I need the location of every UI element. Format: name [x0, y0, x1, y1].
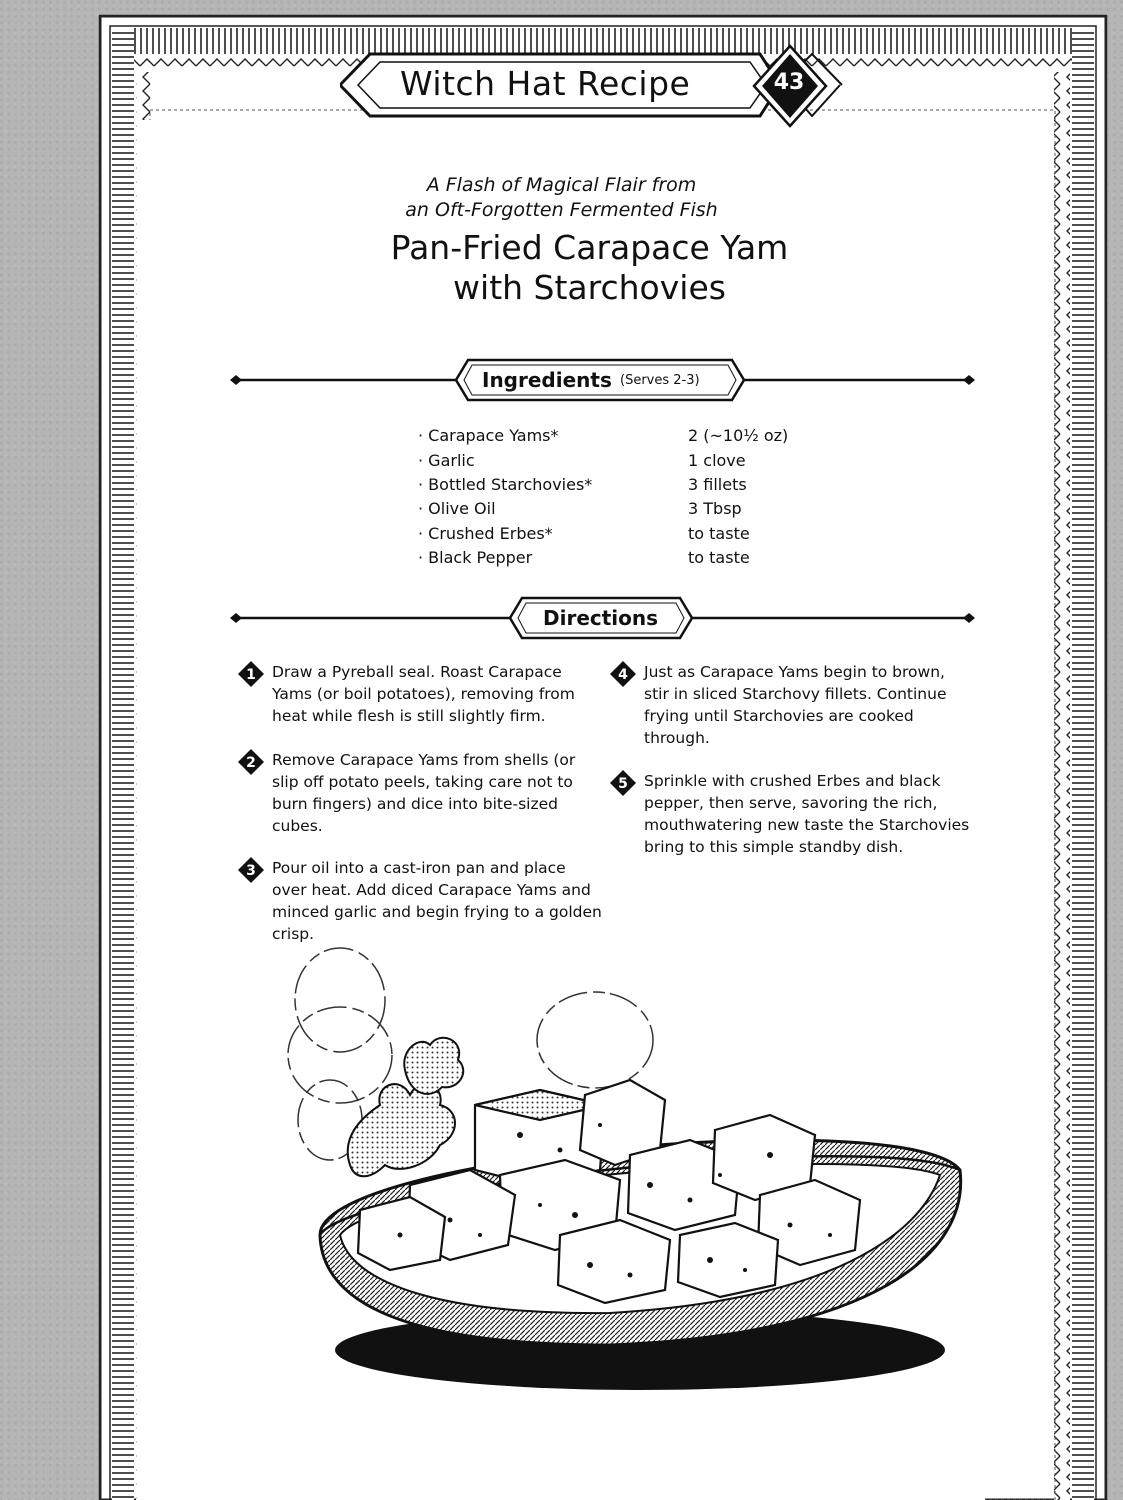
step-number: 4 — [618, 667, 628, 683]
ingredient-quantity: 3 Tbsp — [688, 499, 742, 518]
step-number-badge — [238, 857, 264, 883]
ingredient-row — [418, 426, 818, 450]
step-number: 2 — [246, 755, 256, 771]
step-text: Draw a Pyreball seal. Roast Carapace Yams (or boil potatoes), removing from heat while flesh is still slightly firm. — [272, 663, 575, 725]
recipe-title-line2: with Starchovies — [453, 268, 726, 307]
recipe-subtitle-line1: A Flash of Magical Flair from — [426, 174, 697, 196]
ingredient-row — [418, 475, 818, 499]
ingredient-quantity: 1 clove — [688, 451, 746, 470]
ingredient-name: · Garlic — [418, 451, 475, 470]
herb-garnish-icon — [348, 1038, 464, 1176]
ingredient-name: · Crushed Erbes* — [418, 524, 553, 543]
step-number-badge — [238, 661, 264, 687]
ingredient-quantity: to taste — [688, 548, 750, 567]
step-text: Sprinkle with crushed Erbes and black pepper, then serve, savoring the rich, mouthwatering new taste the Starchovies bring to this simple standby dish. — [644, 772, 970, 856]
ingredient-quantity: 3 fillets — [688, 475, 747, 494]
step-number-badge — [238, 749, 264, 775]
ingredient-name: · Olive Oil — [418, 499, 496, 518]
step-text: Remove Carapace Yams from shells (or slip off potato peels, taking care not to burn fingers) and dice into bite-sized cubes. — [272, 751, 576, 835]
servings-note: (Serves 2-3) — [620, 373, 700, 388]
step-number: 5 — [618, 776, 628, 792]
step-number-badge — [610, 770, 636, 796]
recipe-subtitle-line2: an Oft-Forgotten Fermented Fish — [405, 199, 718, 221]
ingredients-heading: Ingredients — [482, 368, 612, 392]
directions-heading: Directions — [543, 606, 659, 630]
dish-illustration — [270, 935, 970, 1395]
step-number: 3 — [246, 863, 256, 879]
step-number-badge — [610, 661, 636, 687]
ingredient-row — [418, 524, 818, 548]
ingredient-name: · Black Pepper — [418, 548, 533, 567]
step-number: 1 — [246, 667, 256, 683]
ingredient-name: · Bottled Starchovies* — [418, 475, 593, 494]
ingredient-row — [418, 451, 818, 475]
banner-title: Witch Hat Recipe — [400, 64, 691, 103]
step-text: Just as Carapace Yams begin to brown, stir in sliced Starchovy fillets. Continue frying until Starchovies are cooked through. — [644, 663, 947, 747]
ingredient-name: · Carapace Yams* — [418, 426, 559, 445]
recipe-number: 43 — [773, 70, 805, 95]
recipe-title-line1: Pan-Fried Carapace Yam — [390, 228, 789, 267]
step-text: Pour oil into a cast-iron pan and place over heat. Add diced Carapace Yams and minced garlic and begin frying to a golden crisp. — [272, 859, 602, 943]
ingredient-row — [418, 548, 818, 572]
ingredient-quantity: to taste — [688, 524, 750, 543]
ingredient-quantity: 2 (~10½ oz) — [688, 426, 789, 445]
ingredient-row — [418, 499, 818, 523]
